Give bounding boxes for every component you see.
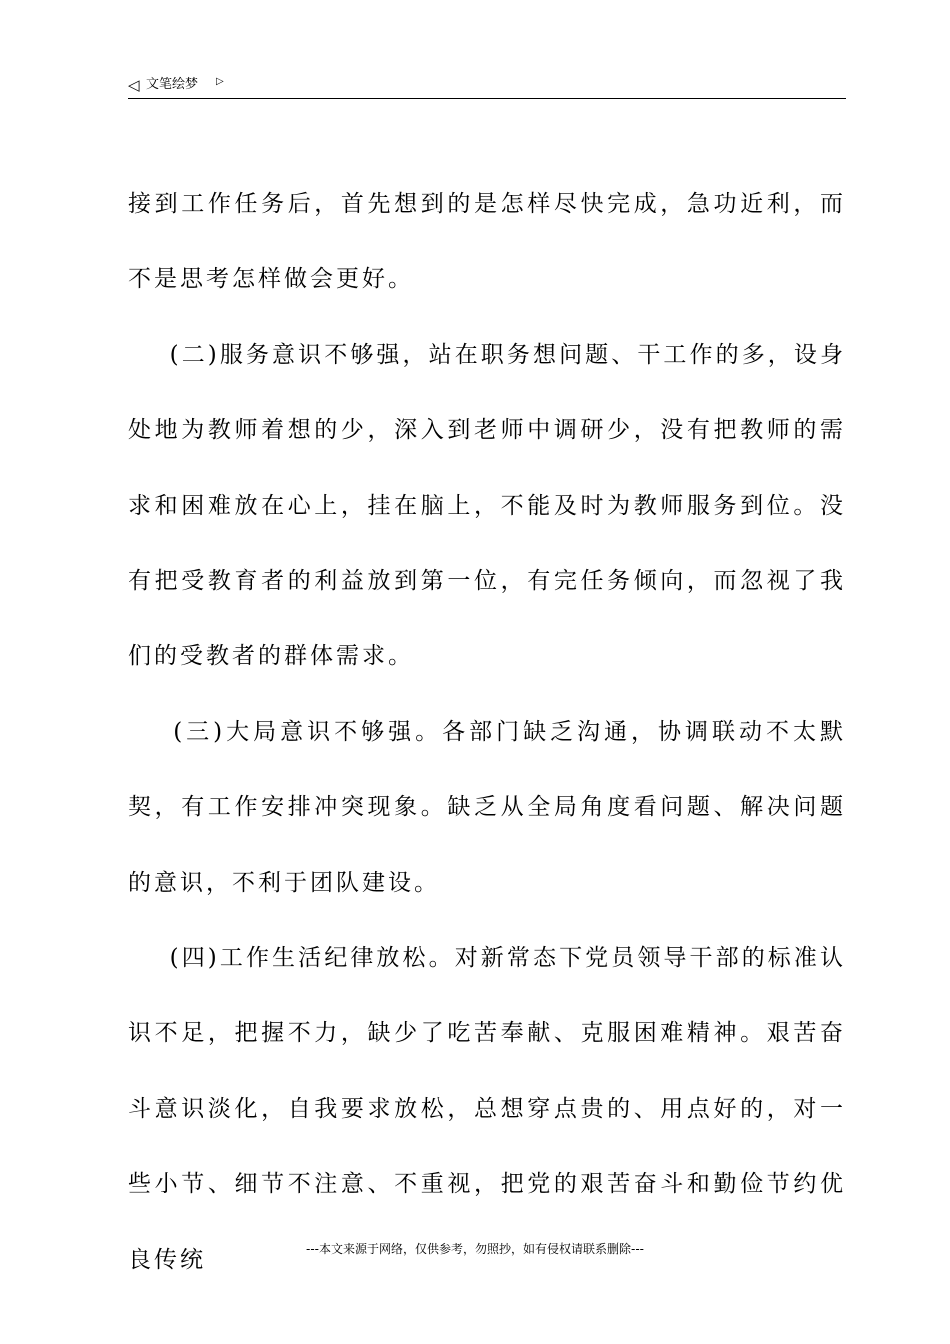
paragraph-3: (三)大局意识不够强。各部门缺乏沟通，协调联动不太默契，有工作安排冲突现象。缺乏从全局角度看问题、解决问题的意识，不利于团队建设。 xyxy=(128,718,846,896)
document-body xyxy=(128,167,846,1298)
page-header xyxy=(128,74,846,99)
left-triangle-icon: ◁ xyxy=(128,76,140,94)
footer-notice: ---本文来源于网络，仅供参考，勿照抄，如有侵权请联系删除--- xyxy=(306,1242,644,1256)
paragraph-2: (二)服务意识不够强，站在职务想问题、干工作的多，设身处地为教师着想的少，深入到老师中调研少，没有把教师的需求和困难放在心上，挂在脑上，不能及时为教师服务到位。没有把受教育者的利益放到第一位，有完任务倾向，而忽视了我们的受教者的群体需求。 xyxy=(128,341,846,670)
header-title: 文笔绘梦 xyxy=(146,77,199,92)
paragraph-1: 接到工作任务后，首先想到的是怎样尽快完成，急功近利，而不是思考怎样做会更好。 xyxy=(128,191,846,293)
right-triangle-icon: ▷ xyxy=(216,76,224,87)
paragraph-4: (四)工作生活纪律放松。对新常态下党员领导干部的标准认识不足，把握不力，缺少了吃苦奉献、克服困难精神。艰苦奋斗意识淡化，自我要求放松，总想穿点贵的、用点好的，对一些小节、细节不注意、不重视，把党的艰苦奋斗和勤俭节约优良传统 xyxy=(128,945,846,1273)
